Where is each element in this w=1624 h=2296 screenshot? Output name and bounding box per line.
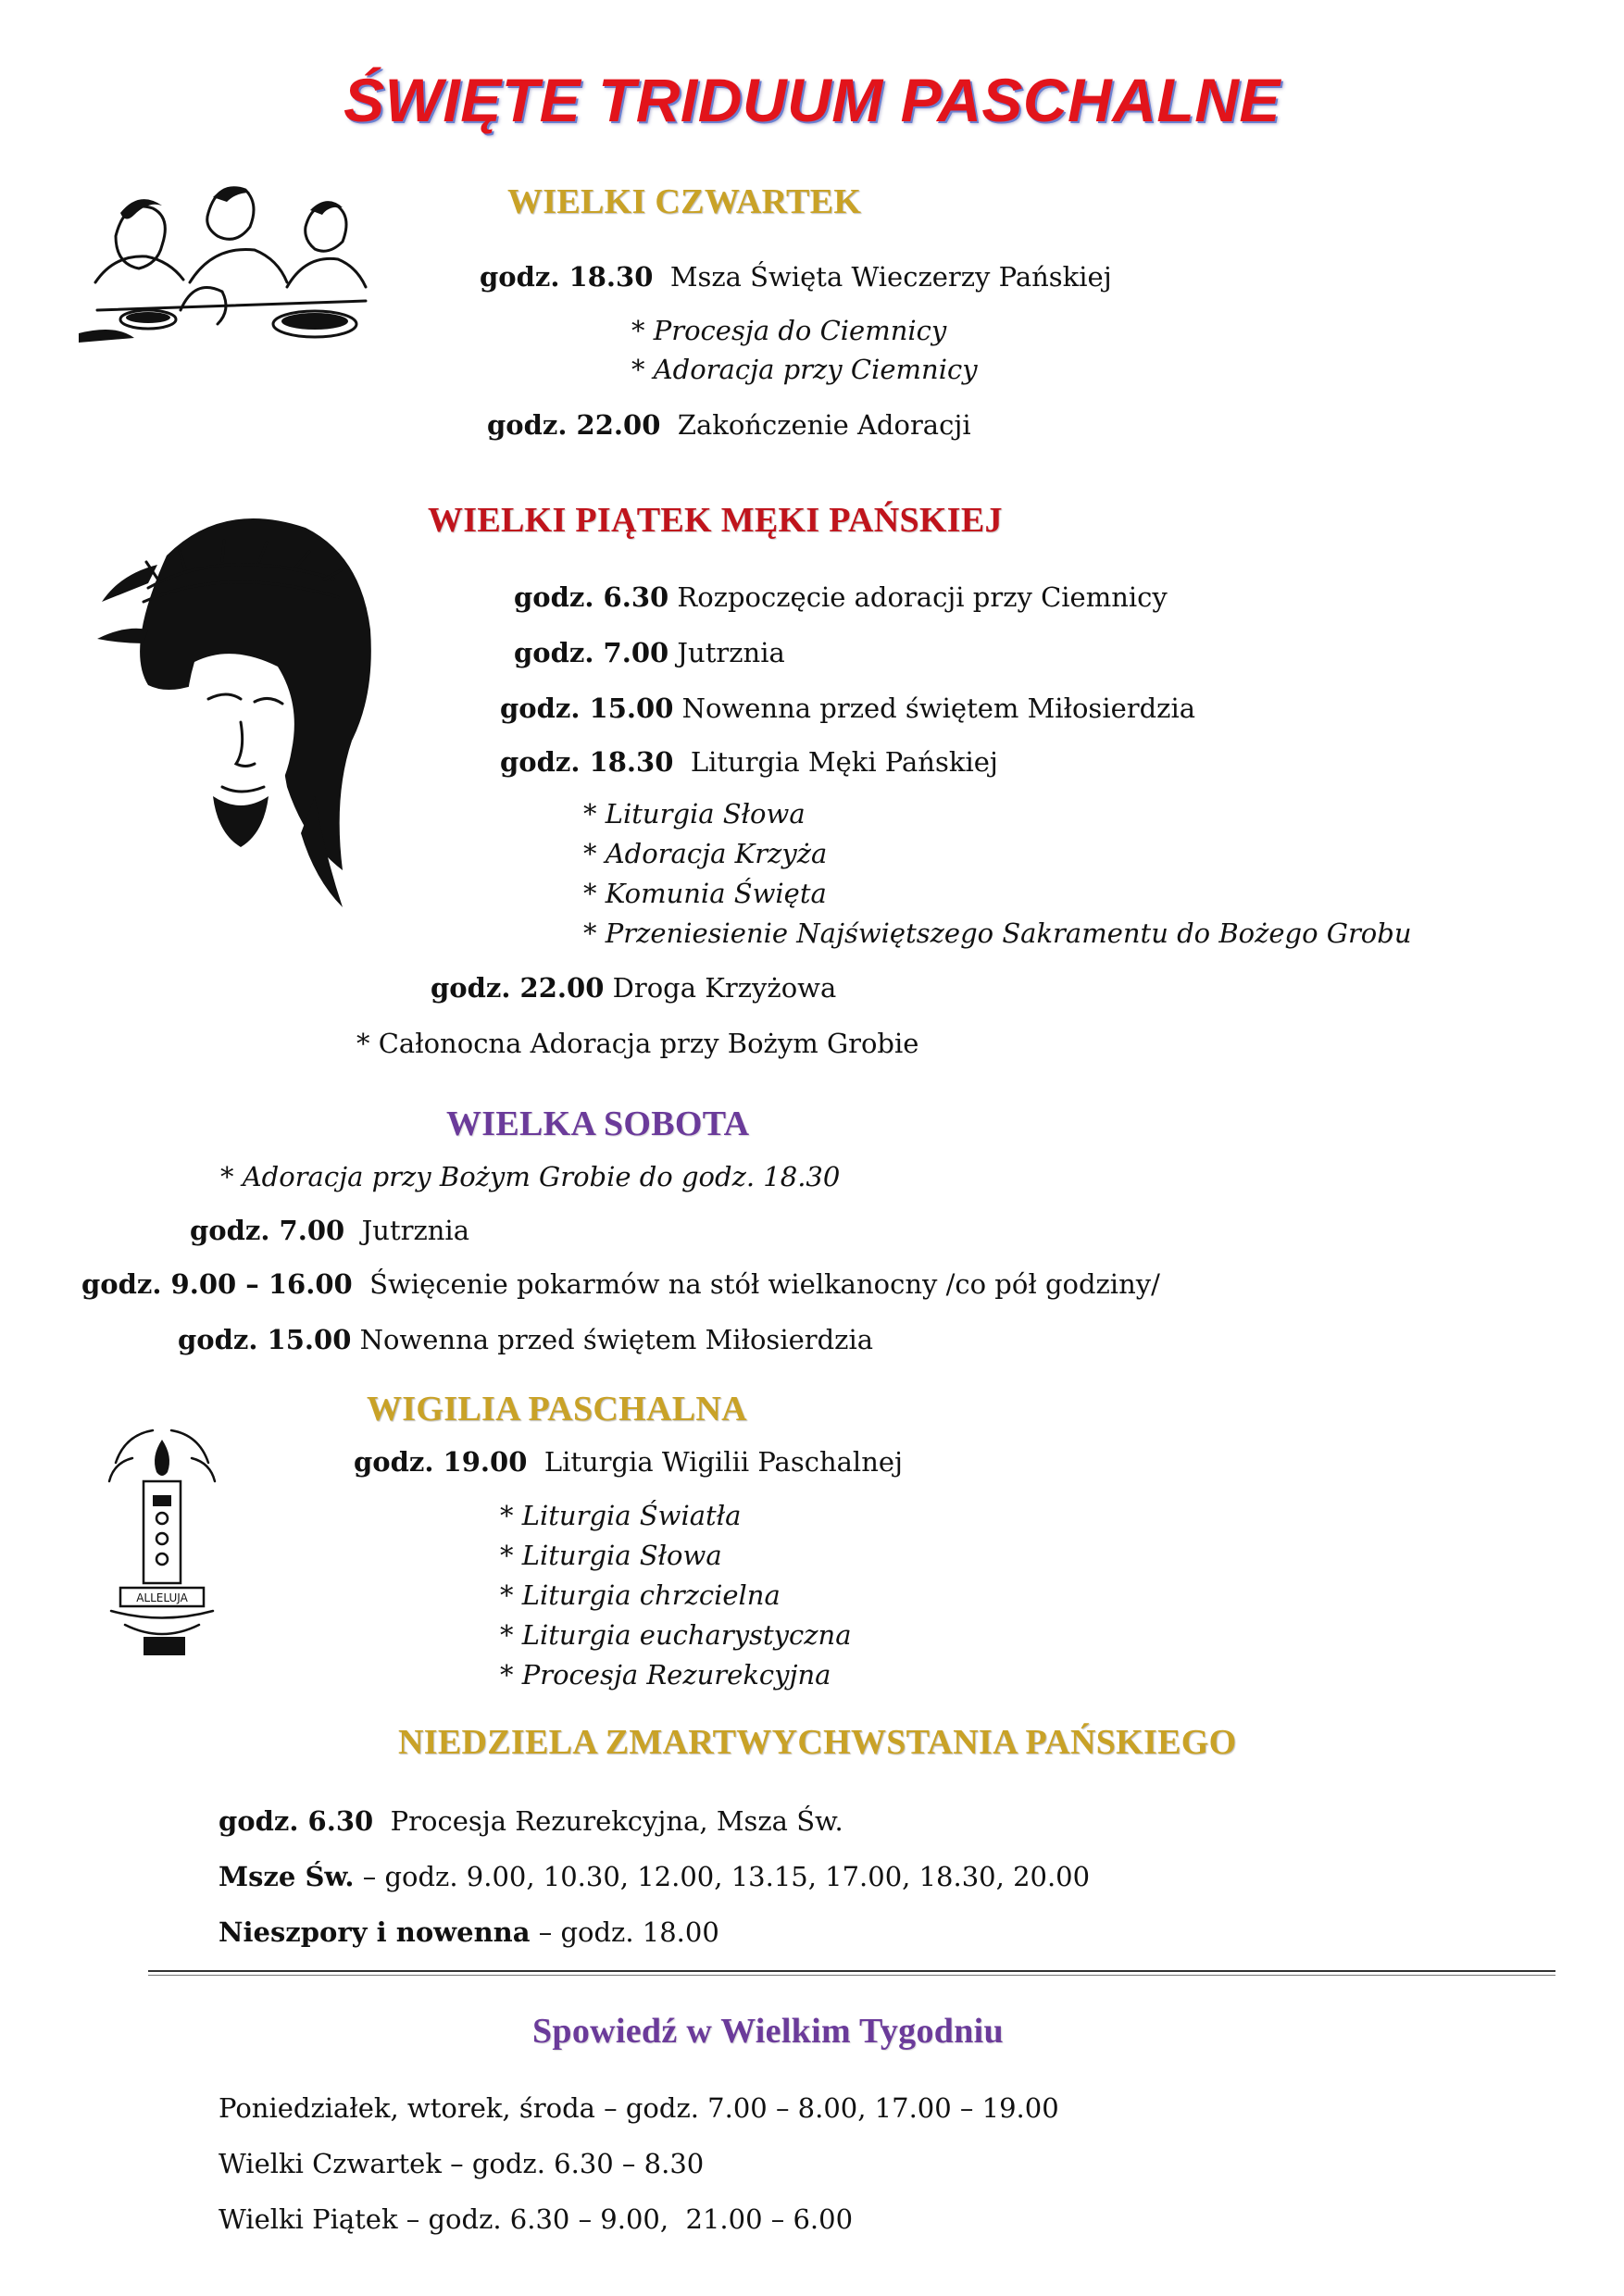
section-heading-wielka-sobota: WIELKA SOBOTA	[446, 1104, 750, 1143]
event-text: Nowenna przed świętem Miłosierdzia	[681, 693, 1196, 724]
last-supper-illustration	[79, 171, 375, 347]
section-heading-niedziela: NIEDZIELA ZMARTWYCHWSTANIA PAŃSKIEGO	[398, 1723, 1237, 1762]
event-text: Rozpoczęcie adoracji przy Ciemnicy	[677, 581, 1168, 613]
sub-item: * Procesja do Ciemnicy	[631, 315, 947, 346]
schedule-line	[500, 746, 998, 778]
svg-text:ALLELUJA: ALLELUJA	[136, 1591, 188, 1604]
event-text: Zakończenie Adoracji	[677, 409, 971, 441]
paschal-candle-alleluja-illustration	[102, 1426, 222, 1657]
sub-item: * Liturgia Słowa	[583, 798, 806, 830]
event-text: Nowenna przed świętem Miłosierdzia	[359, 1324, 874, 1355]
sub-item: * Przeniesienie Najświętszego Sakramentu do Bożego Grobu	[583, 917, 1412, 949]
event-text: Procesja Rezurekcyjna, Msza Św.	[390, 1805, 843, 1837]
time: godz. 22.00	[431, 972, 605, 1004]
time: godz. 6.30	[219, 1805, 374, 1837]
event-text: Liturgia Męki Pańskiej	[690, 746, 998, 778]
event-text: Droga Krzyżowa	[612, 972, 837, 1004]
time: godz. 9.00 – 16.00	[81, 1268, 353, 1300]
label: Msze Św.	[219, 1861, 355, 1892]
page-title: ŚWIĘTE TRIDUUM PASCHALNE	[344, 66, 1280, 134]
confession-line: Wielki Piątek – godz. 6.30 – 9.00, 21.00 – 6.00	[219, 2203, 854, 2235]
confession-line: Poniedziałek, wtorek, środa – godz. 7.00 – 8.00, 17.00 – 19.00	[219, 2092, 1059, 2124]
sub-item: * Liturgia Światła	[500, 1500, 742, 1531]
section-heading-spowiedz: Spowiedź w Wielkim Tygodniu	[532, 2012, 1004, 2051]
time: godz. 7.00	[190, 1215, 345, 1246]
event-text: Liturgia Wigilii Paschalnej	[543, 1446, 904, 1478]
section-heading-wielki-piatek: WIELKI PIĄTEK MĘKI PAŃSKIEJ	[428, 501, 1003, 540]
confession-line: Wielki Czwartek – godz. 6.30 – 8.30	[219, 2148, 705, 2179]
sub-item: * Adoracja Krzyża	[583, 838, 828, 869]
schedule-line	[480, 261, 1112, 293]
section-heading-wielki-czwartek: WIELKI CZWARTEK	[507, 182, 862, 221]
sub-item: * Adoracja przy Ciemnicy	[631, 354, 978, 385]
event-text: Jutrznia	[361, 1215, 469, 1246]
schedule-line	[219, 1805, 843, 1837]
schedule-line	[514, 637, 785, 668]
sub-item: * Procesja Rezurekcyjna	[500, 1659, 831, 1691]
time: godz. 15.00	[178, 1324, 352, 1355]
schedule-line	[219, 1861, 1090, 1892]
time: godz. 18.30	[500, 746, 674, 778]
jesus-drawing	[93, 500, 398, 917]
sub-item: * Liturgia chrzcielna	[500, 1579, 781, 1611]
jesus-crown-of-thorns-illustration	[93, 500, 398, 917]
section-heading-wigilia: WIGILIA PASCHALNA	[367, 1390, 747, 1429]
label: Nieszpory i nowenna	[219, 1916, 531, 1948]
event-text: Msza Święta Wieczerzy Pańskiej	[669, 261, 1112, 293]
schedule-line	[500, 693, 1195, 724]
divider	[148, 1975, 1555, 1976]
event-text: – godz. 9.00, 10.30, 12.00, 13.15, 17.00, 18.30, 20.00	[362, 1861, 1091, 1892]
event-text: – godz. 18.00	[538, 1916, 719, 1948]
divider	[148, 1970, 1555, 1972]
sub-item: * Adoracja przy Bożym Grobie do godz. 18.30	[220, 1161, 841, 1192]
schedule-line	[190, 1215, 469, 1246]
schedule-line	[81, 1268, 1160, 1300]
time: godz. 6.30	[514, 581, 669, 613]
schedule-line	[514, 581, 1168, 613]
sub-item: * Komunia Święta	[583, 878, 827, 909]
sub-item: * Liturgia eucharystyczna	[500, 1619, 852, 1651]
time: godz. 19.00	[354, 1446, 528, 1478]
sub-item: * Liturgia Słowa	[500, 1540, 722, 1571]
schedule-line	[487, 409, 971, 441]
last-supper-drawing	[79, 171, 375, 347]
event-text: Święcenie pokarmów na stół wielkanocny /co pół godziny/	[369, 1268, 1160, 1300]
time: godz. 15.00	[500, 693, 674, 724]
schedule-line	[354, 1446, 903, 1478]
schedule-line	[219, 1916, 719, 1948]
time: godz. 7.00	[514, 637, 669, 668]
schedule-line	[178, 1324, 873, 1355]
time: godz. 18.30	[480, 261, 654, 293]
schedule-line	[431, 972, 836, 1004]
time: godz. 22.00	[487, 409, 661, 441]
paschal-candle-drawing	[102, 1426, 222, 1657]
note-line: * Całonocna Adoracja przy Bożym Grobie	[356, 1028, 919, 1059]
event-text: Jutrznia	[677, 637, 785, 668]
